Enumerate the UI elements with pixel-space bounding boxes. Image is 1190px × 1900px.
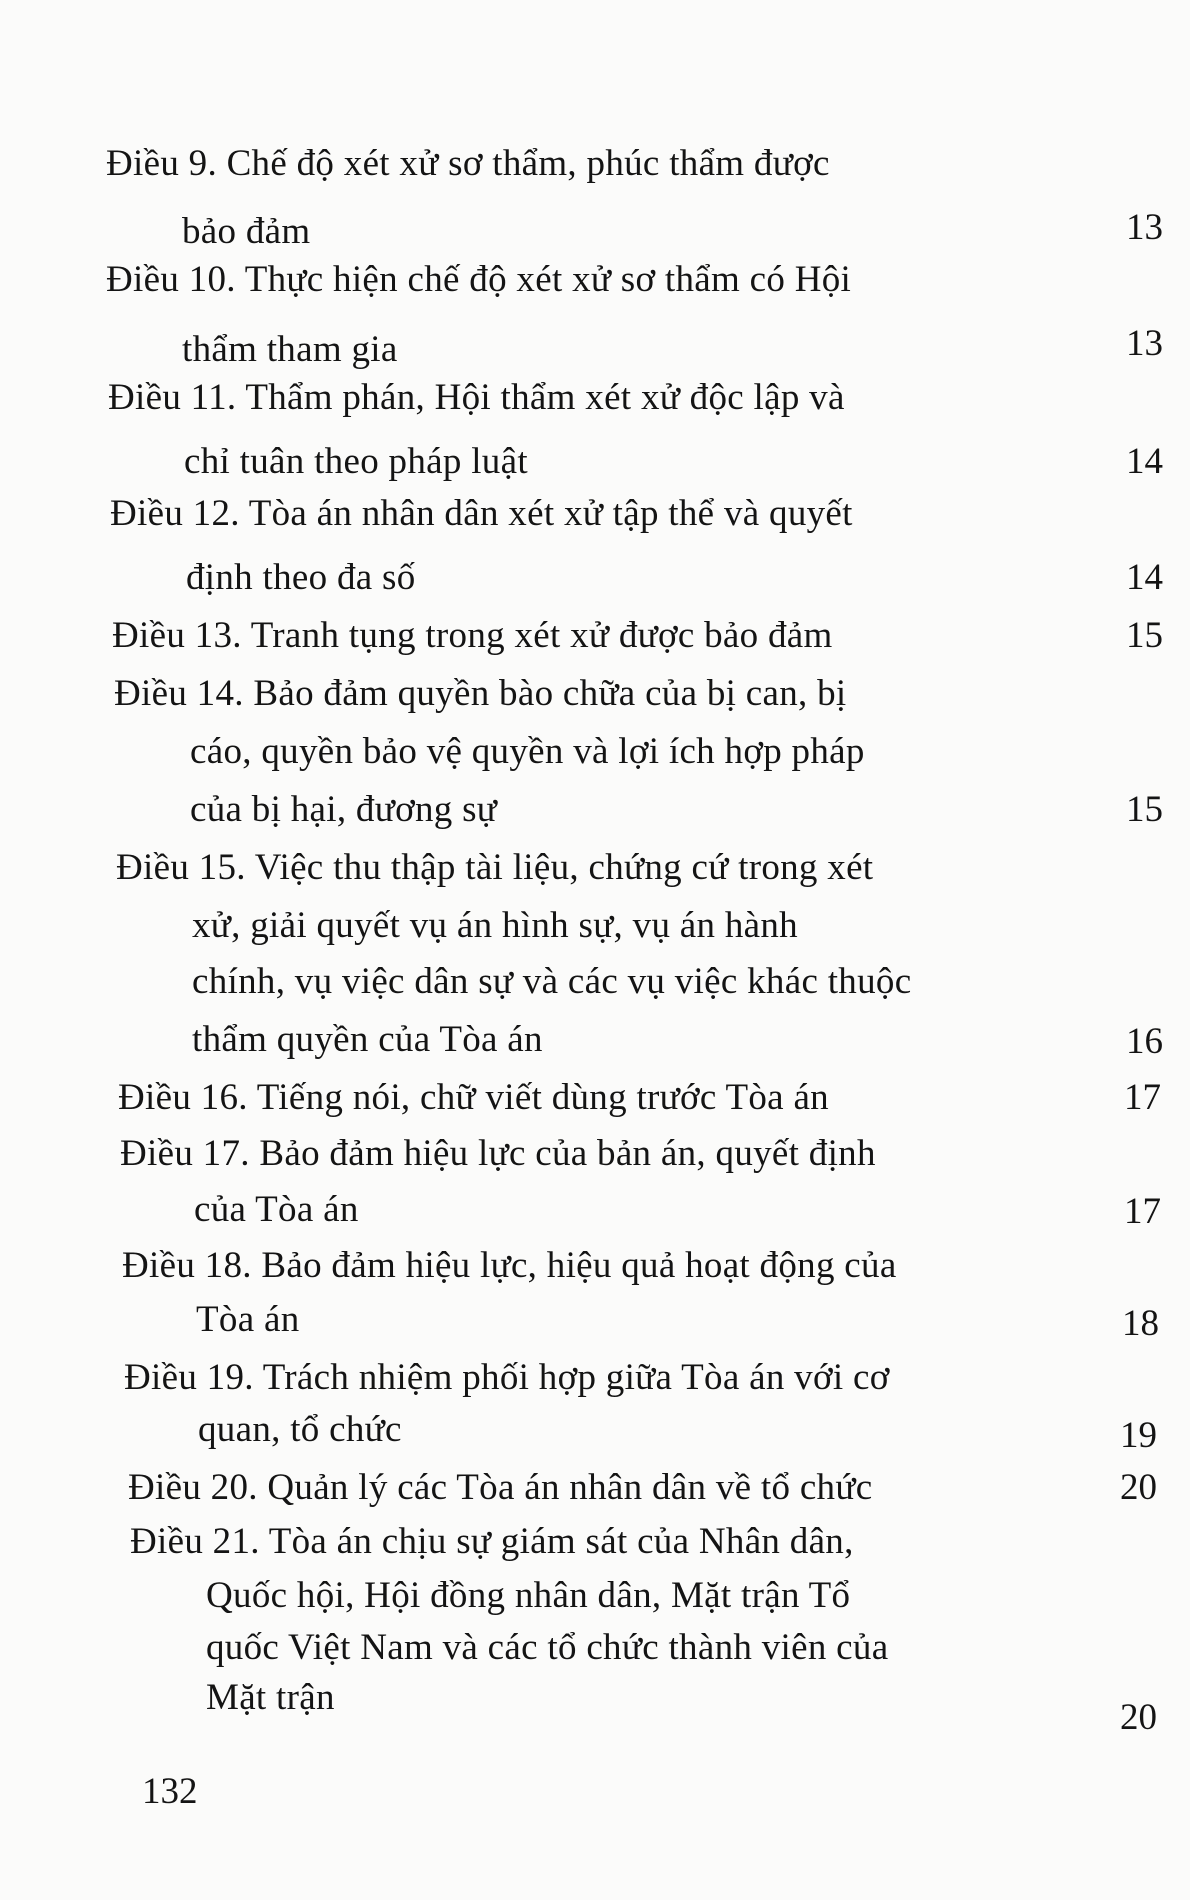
toc-page-number: 17 xyxy=(1124,1191,1161,1232)
toc-entry-title-continued: Quốc hội, Hội đồng nhân dân, Mặt trận Tổ xyxy=(206,1575,851,1616)
toc-page-number: 18 xyxy=(1122,1303,1159,1344)
toc-entry-title-continued: thẩm tham gia xyxy=(182,329,398,370)
toc-entry-title-continued: quốc Việt Nam và các tổ chức thành viên của xyxy=(206,1627,889,1668)
toc-entry-title-continued: định theo đa số xyxy=(186,557,416,598)
toc-entry-title: Điều 16. Tiếng nói, chữ viết dùng trước Tòa án xyxy=(118,1077,829,1118)
toc-entry-title-continued: Tòa án xyxy=(196,1299,300,1340)
toc-page-number: 20 xyxy=(1120,1697,1157,1738)
page-number-footer: 132 xyxy=(142,1771,198,1812)
toc-page-number: 14 xyxy=(1126,441,1163,482)
toc-page-number: 16 xyxy=(1126,1021,1163,1062)
toc-entry-title: Điều 13. Tranh tụng trong xét xử được bảo đảm xyxy=(112,615,833,656)
toc-entry-title-continued: chỉ tuân theo pháp luật xyxy=(184,441,528,482)
toc-entry-title-continued: thẩm quyền của Tòa án xyxy=(192,1019,543,1060)
toc-entry-title: Điều 18. Bảo đảm hiệu lực, hiệu quả hoạt động của xyxy=(122,1245,897,1286)
toc-entry-title-continued: quan, tổ chức xyxy=(198,1409,402,1450)
toc-page-number: 15 xyxy=(1126,615,1163,656)
toc-entry-title: Điều 15. Việc thu thập tài liệu, chứng cứ trong xét xyxy=(116,847,874,888)
toc-page-number: 17 xyxy=(1124,1077,1161,1118)
toc-entry-title: Điều 14. Bảo đảm quyền bào chữa của bị can, bị xyxy=(114,673,847,714)
toc-page-number: 19 xyxy=(1120,1415,1157,1456)
toc-entry-title-continued: cáo, quyền bảo vệ quyền và lợi ích hợp pháp xyxy=(190,731,865,772)
toc-entry-title: Điều 12. Tòa án nhân dân xét xử tập thể và quyết xyxy=(110,493,853,534)
toc-entry-title-continued: của bị hại, đương sự xyxy=(190,789,498,830)
toc-entry-title: Điều 21. Tòa án chịu sự giám sát của Nhân dân, xyxy=(130,1521,854,1562)
toc-entry-title: Điều 9. Chế độ xét xử sơ thẩm, phúc thẩm được xyxy=(106,143,830,184)
toc-page-number: 20 xyxy=(1120,1467,1157,1508)
toc-entry-title-continued: của Tòa án xyxy=(194,1189,359,1230)
toc-entry-title-continued: bảo đảm xyxy=(182,211,311,252)
toc-entry-title: Điều 19. Trách nhiệm phối hợp giữa Tòa án với cơ xyxy=(124,1357,890,1398)
toc-entry-title-continued: chính, vụ việc dân sự và các vụ việc khác thuộc xyxy=(192,961,912,1002)
toc-page-number: 15 xyxy=(1126,789,1163,830)
toc-page-number: 13 xyxy=(1126,323,1163,364)
toc-entry-title: Điều 10. Thực hiện chế độ xét xử sơ thẩm có Hội xyxy=(106,259,852,300)
toc-page-number: 13 xyxy=(1126,207,1163,248)
toc-entry-title: Điều 11. Thẩm phán, Hội thẩm xét xử độc lập và xyxy=(108,377,845,418)
toc-entry-title-continued: Mặt trận xyxy=(206,1677,335,1718)
toc-entry-title: Điều 20. Quản lý các Tòa án nhân dân về tổ chức xyxy=(128,1467,873,1508)
toc-page-number: 14 xyxy=(1126,557,1163,598)
toc-entry-title: Điều 17. Bảo đảm hiệu lực của bản án, quyết định xyxy=(120,1133,876,1174)
toc-entry-title-continued: xử, giải quyết vụ án hình sự, vụ án hành xyxy=(192,905,798,946)
